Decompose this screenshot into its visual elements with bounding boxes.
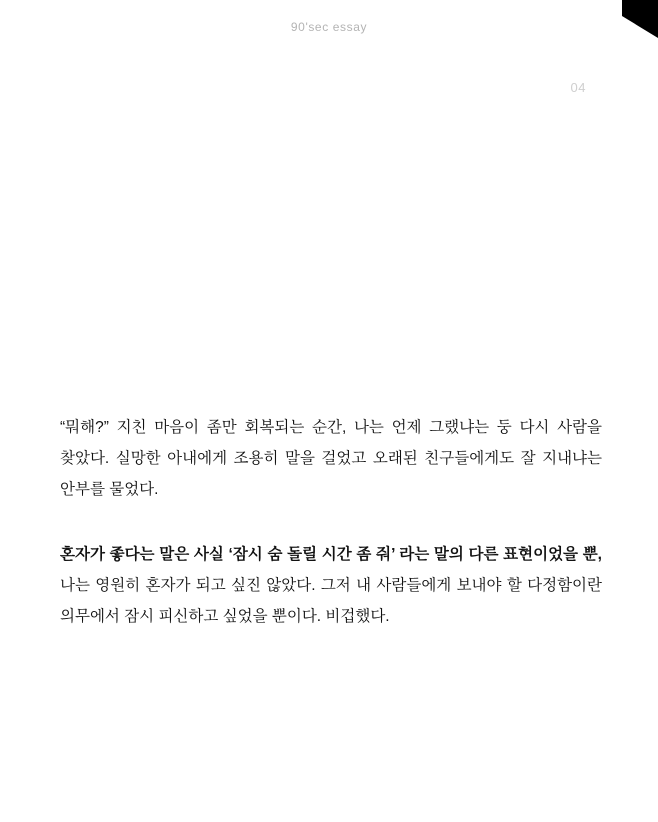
corner-wedge-decoration [622, 0, 658, 16]
paragraph-1: “뭐해?” 지친 마음이 좀만 회복되는 순간, 나는 언제 그랬냐는 둥 다시 사람을 찾았다. 실망한 아내에게 조용히 말을 걸었고 오래된 친구들에게도 잘 지내냐는 안부를 물었다. [60, 419, 602, 498]
paragraph-2-normal-segment: 나는 영원히 혼자가 되고 싶진 않았다. 그저 내 사람들에게 보내야 할 다정함이란 의무에서 잠시 피신하고 싶었을 뿐이다. 비겁했다. [60, 577, 602, 625]
page-number: 04 [570, 80, 586, 95]
paragraph-2-bold-segment: 혼자가 좋다는 말은 사실 ‘잠시 숨 돌릴 시간 좀 줘’ 라는 말의 다른 표현이었을 뿐, [60, 546, 602, 563]
page-header-label: 90'sec essay [290, 20, 368, 34]
essay-body [60, 412, 602, 632]
paragraph-2 [60, 539, 602, 632]
